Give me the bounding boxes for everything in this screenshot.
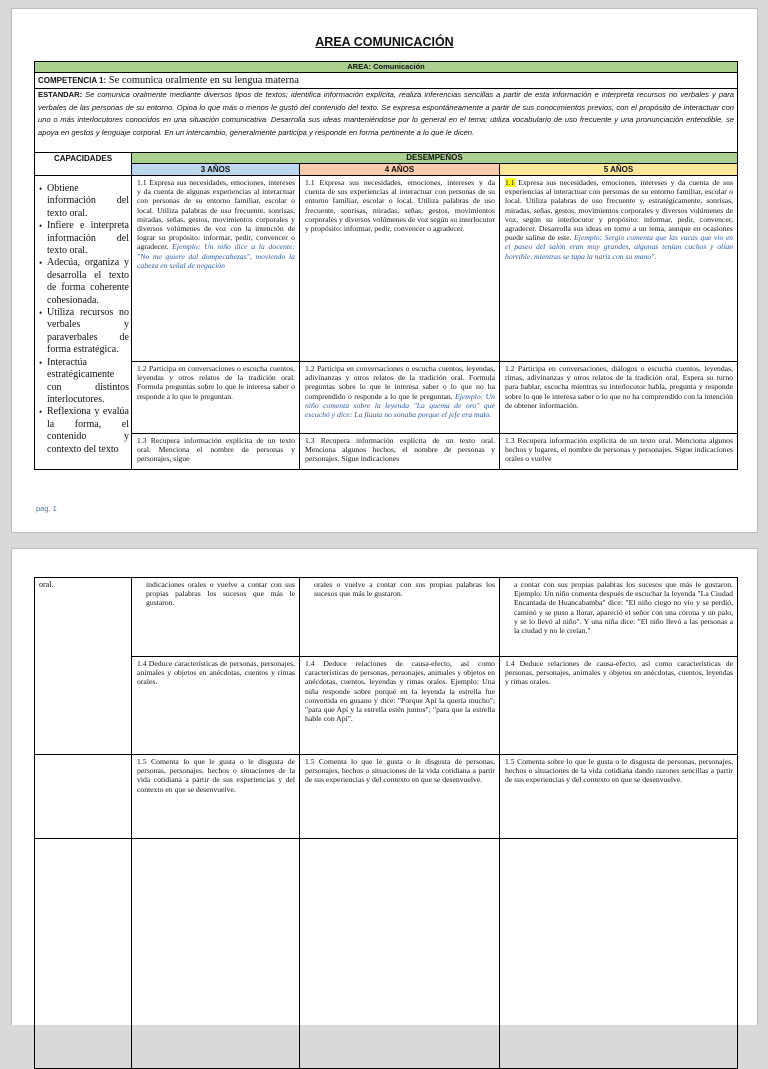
list-item: • Infiere e interpreta información del texto oral. (39, 220, 129, 257)
empty-cell (500, 839, 738, 1069)
desempeno-1-3-age4-cont: orales o vuelve a contar con sus propias palabras los sucesos que más le gustaron. (300, 578, 500, 657)
age-5-header: 5 AÑOS (500, 164, 738, 176)
capacidades-continued: oral. (35, 578, 132, 755)
desempeno-1-5-age4: 1.5 Comenta lo que le gusta o le disgusta de personas, personajes, hechos o situaciones de la vida cotidiana a partir de sus experiencias y del contexto en que se desenvuelve. (300, 755, 500, 839)
desempeno-1-3-age4: 1.3 Recupera información explícita de un texto oral. Menciona algunos hechos, el nombre de personas y personajes. Sigue indicaciones (300, 434, 500, 470)
desempeno-1-3-age5-cont: a contar con sus propias palabras los sucesos que más le gustaron. Ejemplo: Un niño comenta después de escuchar la leyenda "La Ciudad Encantada de Huancabamba" dice: "El niño ciego no vio y se perdió, caminó y se puso a llorar, apareció el señor con una corona y un palo, y se lo llevó al niño". Y una niña dice: "El niño llevó a las personas a la ciudad y no le creían." (500, 578, 738, 657)
desempeno-1-3-age5: 1.3 Recupera información explícita de un texto oral. Menciona algunos hechos y lugares, el nombre de personas y personajes. Sigue indicaciones orales o vuelve (500, 434, 738, 470)
desempenos-header: DESEMPEÑOS (132, 153, 738, 164)
page-title: AREA COMUNICACIÓN (315, 35, 454, 49)
empty-cell (132, 839, 300, 1069)
desempeno-1-1-age4: 1.1 Expresa sus necesidades, emociones, intereses y da cuenta de sus experiencias al interactuar con personas de su entorno familiar, escolar o local. Utiliza palabras de uso frecuente, sonrisas, miradas, señas, gestos, movimientos corporales y diversos volúmenes de voz según su interlocutor y propósito: informar, pedir, convencer o agradecer. (300, 176, 500, 362)
desempeno-1-4-age5: 1.4 Deduce relaciones de causa-efecto, así como características de personas, personajes, animales y objetos en anécdotas, cuentos, leyendas y rimas orales. (500, 657, 738, 755)
capacidades-list (35, 176, 132, 470)
capacidades-empty (35, 755, 132, 839)
desempeno-1-4-age3: 1.4 Deduce características de personas, personajes, animales y objetos en anécdotas, cuentos y rimas orales. (132, 657, 300, 755)
desempeno-1-3-age3-cont: indicaciones orales o vuelve a contar con sus propias palabras los sucesos que más le gustaron. (132, 578, 300, 657)
list-item: • Interactúa estratégicamente con distintos interlocutores. (39, 356, 129, 405)
empty-cell (300, 839, 500, 1069)
desempeno-1-3-age3: 1.3 Recupera información explícita de un texto oral. Menciona el nombre de personas y personajes, sigue (132, 434, 300, 470)
competencia-table (34, 61, 738, 470)
desempeno-1-4-age4: 1.4 Deduce relaciones de causa-efecto, así como características de personas, personajes, animales y objetos en anécdotas, cuentos, leyendas y rimas orales. Ejemplo: Una niña responde sobre porqué en la leyenda la estrella fue convertida en gusano y dice: "Porque Apí la quería mucho"; "para que Apí y la estrella estén juntos"; "para que la estrella hable con Apí". (300, 657, 500, 755)
desempeno-1-5-age5: 1.5 Comenta sobre lo que le gusta o le disgusta de personas, personajes, hechos o situaciones de la vida cotidiana dando razones sencillas a partir de sus experiencias y del contexto en que se desenvuelve. (500, 755, 738, 839)
age-3-header: 3 AÑOS (132, 164, 300, 176)
area-header: AREA: Comunicación (35, 62, 738, 73)
list-item: • Utiliza recursos no verbales y paraverbales de forma estratégica. (39, 307, 129, 356)
list-item: • Reflexiona y evalúa la forma, el contenido y contexto del texto (39, 406, 129, 455)
estandar-text: ESTANDAR: Se comunica oralmente mediante diversos tipos de textos; identifica información explícita, realiza inferencias sencillas a partir de esta información e interpreta recursos no verbales y para verbales de las personas de su entorno. Opina lo que más o menos le gustó del contenido del texto. Se expresa espontáneamente a partir de sus conocimientos previos, con el propósito de interactuar con uno o más interlocutores conocidos en una situación comunicativa. Desarrolla sus ideas manteniéndose por lo general en el tema; utiliza vocabulario de uso frecuente y una pronunciación entendible, se apoya en gestos y lenguaje corporal. En un intercambio, generalmente participa y responde en forma pertinente a lo que le dicen. (35, 89, 738, 153)
list-item: • Adecúa, organiza y desarrolla el texto de forma coherente cohesionada. (39, 257, 129, 306)
page-number: pag. 1 (36, 504, 57, 513)
desempeno-1-1-age3: 1.1 Expresa sus necesidades, emociones, intereses y da cuenta de algunas experiencias al interactuar con personas de su entorno familiar, escolar o local. Utiliza palabras de uso frecuente, sonrisas, miradas, señas, gestos, movimientos corporales y diversos volúmenes de voz con la intención de lograr su propósito: informar, pedir, convencer o agradecer. Ejemplo: Un niño dice a la docente: "No me quiere dal dompecabezas", moviendo la cabeza en señal de negación (132, 176, 300, 362)
document-page-1 (11, 8, 758, 533)
list-item: • Obtiene información del texto oral. (39, 183, 129, 219)
desempeno-1-2-age3: 1.2 Participa en conversaciones o escucha cuentos, leyendas y otros relatos de la tradición oral. Formula preguntas sobre lo que le interesa saber o responde a lo que le preguntan. (132, 362, 300, 434)
desempeno-1-1-age5: 1.1 Expresa sus necesidades, emociones, intereses y da cuenta de sus experiencias al interactuar con personas de su entorno familiar, escolar o local. Utiliza palabras de uso frecuente y, estratégicamente, sonrisas, miradas, señas, gestos, movimientos corporales y diversos volúmenes de voz, según su interlocutor y propósito: informar, pedir, convencer, agradecer. Desarrolla sus ideas en torno a un tema, aunque en ocasiones puede salirse de este. Ejemplo: Sergio comenta que las vacas que vio en el paseo del salón eran muy grandes, algunas tenían cachos y olían horrible, mientras se tapa la nariz con su mano". (500, 176, 738, 362)
desempeno-1-2-age4: 1.2 Participa en conversaciones o escucha cuentos, leyendas, adivinanzas y otros relatos de la tradición oral. Formula preguntas sobre lo que le interesa saber o lo que no ha comprendido o responde a lo que le preguntan. Ejemplo: Un niño comenta sobre la leyenda "La quema de oro" que escuchó y dice: La flauta no sonaba porque el jefe era malo. (300, 362, 500, 434)
age-4-header: 4 AÑOS (300, 164, 500, 176)
competencia-table-continued (34, 577, 738, 1069)
capacidades-header: CAPACIDADES (35, 153, 132, 176)
empty-cell (35, 839, 132, 1069)
competencia-row: COMPETENCIA 1: Se comunica oralmente en su lengua materna (35, 73, 738, 89)
desempeno-1-2-age5: 1.2 Participa en conversaciones, diálogos o escucha cuentos, leyendas, rimas, adivinanzas y otros relatos de la tradición oral. Espera su turno para hablar, escucha mientras su interlocutor habla, pregunta y responde sobre lo que le interesa saber o lo que no ha comprendido con la intención de obtener información. (500, 362, 738, 434)
desempeno-1-5-age3: 1.5 Comenta lo que le gusta o le disgusta de personas, personajes, hechos o situaciones de la vida cotidiana a partir de sus experiencias y del contexto en que se desenvuelve. (132, 755, 300, 839)
document-page-2 (11, 548, 758, 1025)
